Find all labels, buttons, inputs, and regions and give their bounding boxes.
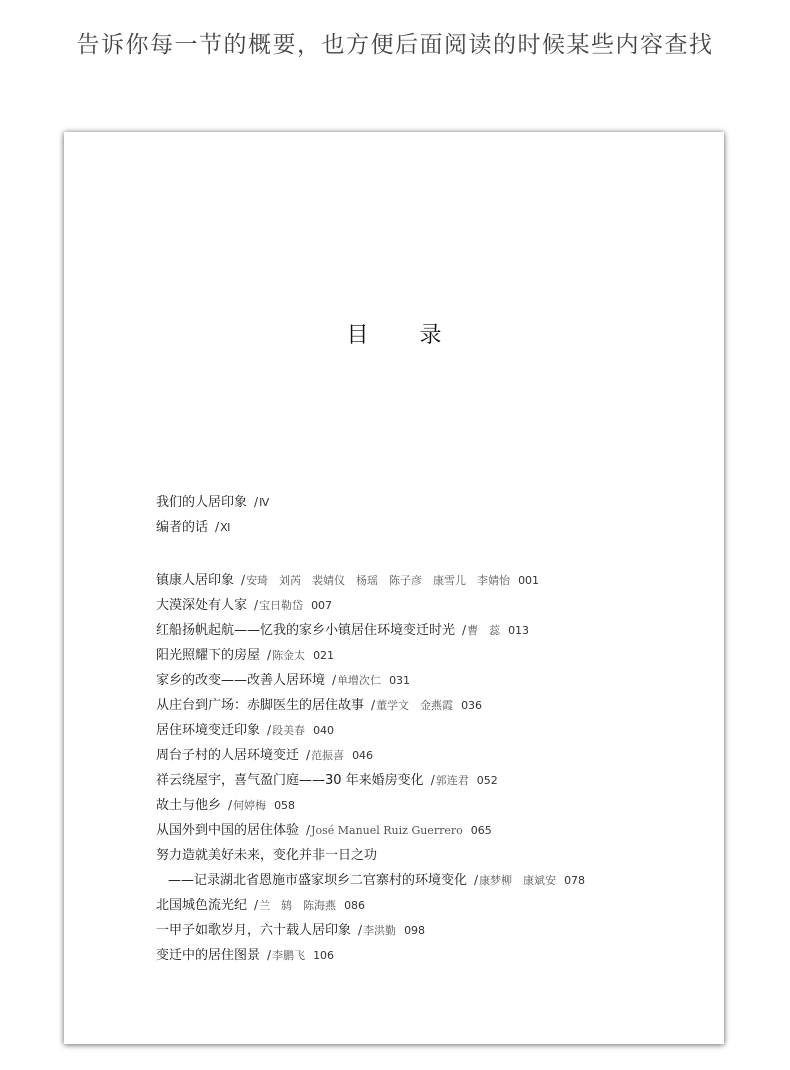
book-page [64, 132, 724, 1044]
entry-title: 一甲子如歌岁月，六十载人居印象 [156, 923, 352, 938]
entry-page: 106 [313, 949, 335, 962]
entry-page: 098 [404, 924, 426, 937]
entry-title: 努力造就美好未来，变化并非一日之功 [156, 848, 378, 863]
entry-title: ——记录湖北省恩施市盛家坝乡二官寨村的环境变化 [168, 873, 468, 888]
entry-title: 变迁中的居住图景 [156, 948, 261, 963]
entry-page: 001 [518, 574, 540, 587]
entry-title: 周台子村的人居环境变迁 [156, 748, 300, 763]
toc-heading: 目 录 [346, 323, 464, 348]
entry-page: 078 [564, 874, 586, 887]
toc-entry: 大漠深处有人家 /宝日勒岱 007 [156, 598, 333, 613]
table-of-contents [156, 490, 696, 968]
entry-title: 从国外到中国的居住体验 [156, 823, 300, 838]
entry-title: 镇康人居印象 [156, 573, 235, 588]
entry-page: 058 [274, 799, 296, 812]
toc-entry: 居住环境变迁印象 /段美春 040 [156, 723, 335, 738]
entry-page: 013 [508, 624, 530, 637]
entry-page: 046 [352, 749, 374, 762]
entry-title: 北国城色流光纪 [156, 898, 248, 913]
toc-entry-subtitle: ——记录湖北省恩施市盛家坝乡二官寨村的环境变化 /康梦柳 康斌安 078 [168, 873, 586, 888]
entry-author: 安琦 刘芮 裴婧仪 杨瑶 陈子彦 康雪儿 李婧怡 [246, 574, 511, 587]
toc-entry: 阳光照耀下的房屋 /陈金太 021 [156, 648, 335, 663]
entry-author: 何婷梅 [233, 799, 267, 812]
entry-author: 李洪勤 [363, 924, 397, 937]
toc-front-entry: 编者的话 /Ⅺ [156, 520, 231, 535]
entry-title: 居住环境变迁印象 [156, 723, 261, 738]
entry-title: 祥云绕屋宇，喜气盈门庭——30 年来婚房变化 [156, 773, 424, 788]
toc-entry: 变迁中的居住图景 /李鹏飞 106 [156, 948, 335, 963]
entry-author: 陈金太 [272, 649, 306, 662]
toc-front-entry: 我们的人居印象 /Ⅳ [156, 495, 270, 510]
entry-page: Ⅳ [259, 496, 270, 509]
entry-page: 065 [470, 824, 492, 837]
entry-title: 从庄台到广场：赤脚医生的居住故事 [156, 698, 365, 713]
entry-title: 编者的话 [156, 520, 209, 535]
entry-page: 036 [461, 699, 483, 712]
toc-entry: 从庄台到广场：赤脚医生的居住故事 /董学文 金燕霞 036 [156, 698, 483, 713]
entry-title: 家乡的改变——改善人居环境 [156, 673, 326, 688]
toc-entry: 周台子村的人居环境变迁 /范振喜 046 [156, 748, 374, 763]
entry-page: 040 [313, 724, 335, 737]
toc-entry: 家乡的改变——改善人居环境 /单增次仁 031 [156, 673, 411, 688]
page-caption: 告诉你每一节的概要，也方便后面阅读的时候某些内容查找 [76, 32, 714, 58]
toc-entry: 北国城色流光纪 /兰 鸫 陈海燕 086 [156, 898, 366, 913]
entry-author: 段美春 [272, 724, 306, 737]
entry-title: 大漠深处有人家 [156, 598, 248, 613]
entry-page: 086 [344, 899, 366, 912]
toc-entry: 从国外到中国的居住体验 /José Manuel Ruiz Guerrero 065 [156, 823, 492, 838]
toc-entry [156, 843, 696, 868]
entry-author: 康梦柳 康斌安 [479, 874, 557, 887]
entry-page: 007 [311, 599, 333, 612]
entry-page: 031 [389, 674, 411, 687]
entry-author: 兰 鸫 陈海燕 [259, 899, 337, 912]
entry-author: 曹 蕊 [467, 624, 501, 637]
entry-author: 范振喜 [311, 749, 345, 762]
toc-entry: 祥云绕屋宇，喜气盈门庭——30 年来婚房变化 /郭连君 052 [156, 773, 498, 788]
entry-title: 红船扬帆起航——忆我的家乡小镇居住环境变迁时光 [156, 623, 456, 638]
entry-title: 阳光照耀下的房屋 [156, 648, 261, 663]
entry-author: 李鹏飞 [272, 949, 306, 962]
toc-entry: 红船扬帆起航——忆我的家乡小镇居住环境变迁时光 /曹 蕊 013 [156, 623, 530, 638]
entry-author: 宝日勒岱 [259, 599, 304, 612]
entry-page: Ⅺ [220, 521, 231, 534]
entry-title: 我们的人居印象 [156, 495, 248, 510]
toc-entry: 一甲子如歌岁月，六十载人居印象 /李洪勤 098 [156, 923, 426, 938]
entry-author: 董学文 金燕霞 [376, 699, 454, 712]
toc-entry: 镇康人居印象 /安琦 刘芮 裴婧仪 杨瑶 陈子彦 康雪儿 李婧怡 001 [156, 573, 540, 588]
entry-author: José Manuel Ruiz Guerrero [311, 824, 463, 837]
entry-author: 单增次仁 [337, 674, 382, 687]
entry-author: 郭连君 [435, 774, 469, 787]
toc-entry: 故土与他乡 /何婷梅 058 [156, 798, 296, 813]
entry-title: 故土与他乡 [156, 798, 222, 813]
entry-page: 052 [476, 774, 498, 787]
entry-page: 021 [313, 649, 335, 662]
